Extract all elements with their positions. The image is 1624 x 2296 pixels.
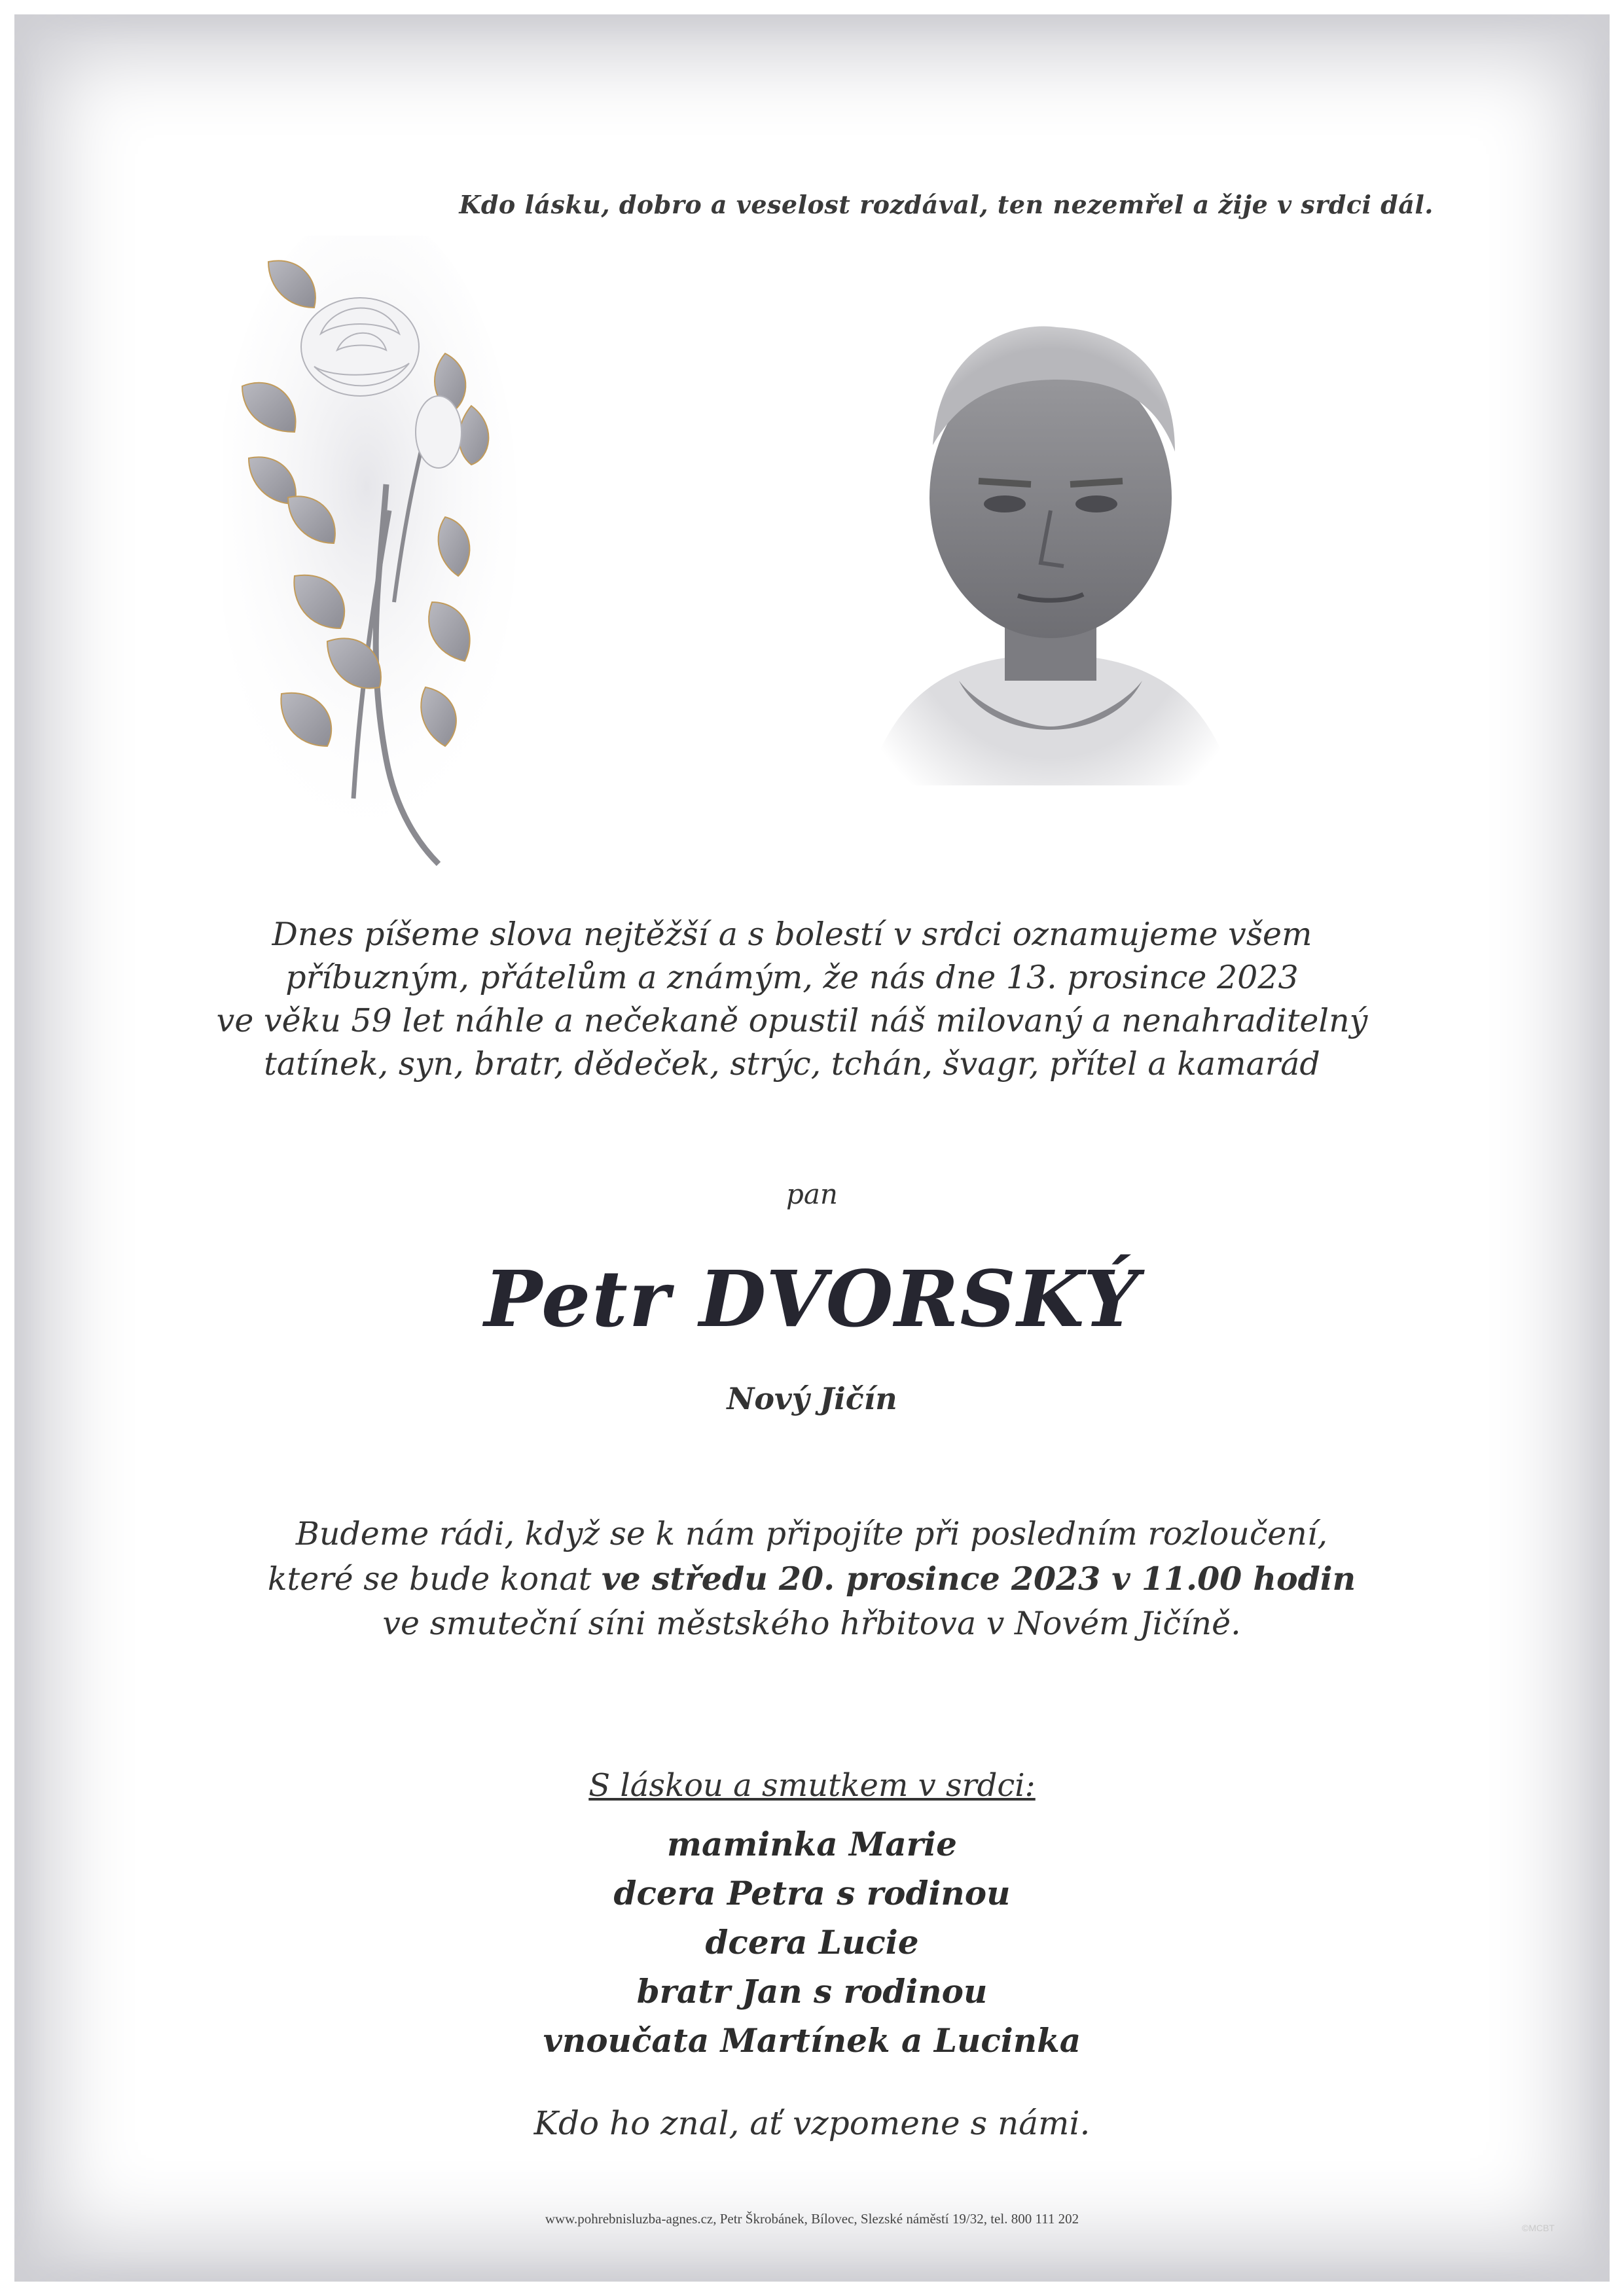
mourner-item: dcera Lucie [705,1923,919,1962]
announcement-line: tatínek, syn, bratr, dědeček, strýc, tchán, švagr, přítel a kamarád [264,1045,1320,1083]
funeral-date-time: ve středu 20. prosince 2023 v 11.00 hodin [602,1560,1356,1598]
closing-line: Kdo ho znal, ať vzpomene s námi. [533,2104,1091,2142]
mourner-item: dcera Petra s rodinou [613,1874,1011,1912]
funeral-line-prefix: které se bude konat [267,1560,602,1598]
announcement-line: příbuzným, přátelům a známým, že nás dne 13. prosince 2023 [285,959,1299,996]
mourner-item: maminka Marie [667,1825,957,1863]
mourners-heading: S láskou a smutkem v srdci: [588,1767,1036,1804]
funeral-line: ve smuteční síni městského hřbitova v Novém Jičíně. [382,1605,1241,1642]
corner-mark: ©MCBT [1522,2223,1555,2233]
rose-illustration [223,236,530,877]
funeral-details [196,1512,1427,1646]
hometown: Nový Jičín [727,1381,897,1416]
announcement-line: Dnes píšeme slova nejtěžší a s bolestí v srdci oznamujeme všem [272,916,1312,953]
funeral-line: Budeme rádi, když se k nám připojíte při posledním rozloučení, [295,1515,1328,1552]
honorific: pan [786,1178,838,1210]
announcement-text [196,913,1388,1086]
mourner-item: bratr Jan s rodinou [636,1972,988,2011]
motto: Kdo lásku, dobro a veselost rozdával, ten nezemřel a žije v srdci dál. [459,190,1434,219]
funeral-line [196,1556,1427,1602]
portrait-photo [841,288,1260,818]
deceased-name: Petr DVORSKÝ [484,1253,1140,1344]
mourner-item: vnoučata Martínek a Lucinka [543,2021,1081,2060]
footer-contact: www.pohrebnisluzba-agnes.cz, Petr Škrobánek, Bílovec, Slezské náměstí 19/32, tel. 800 111 202 [545,2211,1079,2227]
announcement-line: ve věku 59 let náhle a nečekaně opustil náš milovaný a nenahraditelný [216,1002,1368,1039]
mourners-list [0,1820,1624,2065]
